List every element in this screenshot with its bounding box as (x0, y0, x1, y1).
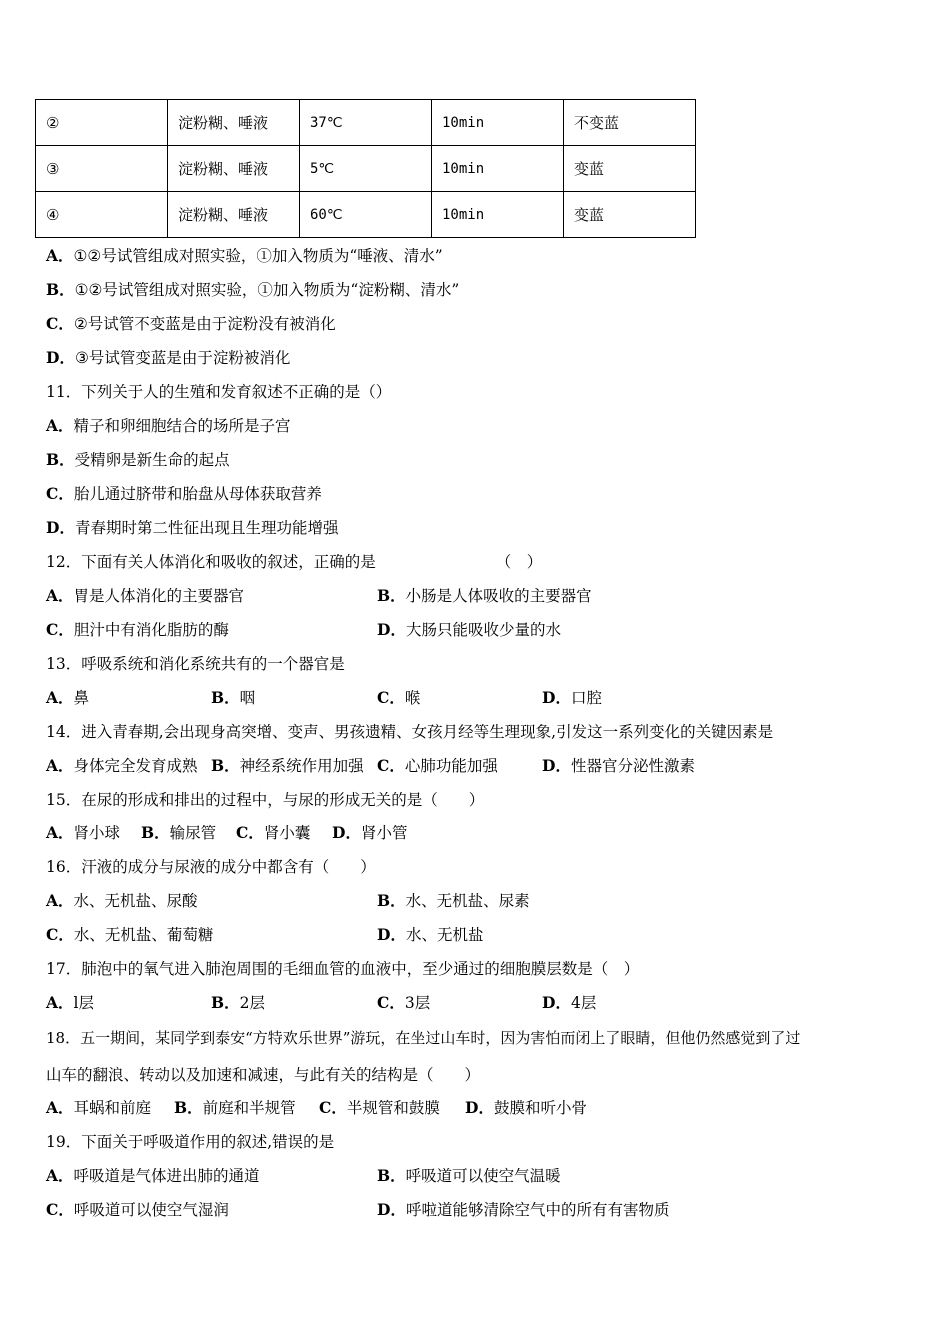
time-cell: 10min (432, 146, 564, 192)
q11-option-a[interactable]: A．精子和卵细胞结合的场所是子宫 (46, 416, 291, 435)
material-cell: 淀粉糊、唾液 (168, 192, 300, 238)
tube-id-cell: ③ (36, 146, 168, 192)
q17-stem: 17．肺泡中的氧气进入肺泡周围的毛细血管的血液中，至少通过的细胞膜层数是（ ） (46, 960, 640, 978)
q13-option-a[interactable]: A．鼻 (46, 688, 90, 707)
q18-option-a[interactable]: A．耳蜗和前庭 (46, 1098, 152, 1117)
q12-stem: 12．下面有关人体消化和吸收的叙述，正确的是 （ ） (46, 553, 543, 571)
q17-option-a[interactable]: A．l层 (46, 993, 94, 1012)
q18-option-d[interactable]: D．鼓膜和听小骨 (465, 1098, 587, 1117)
q18-option-b[interactable]: B．前庭和半规管 (174, 1098, 296, 1117)
q19-option-d[interactable]: D．呼啦道能够清除空气中的所有有害物质 (377, 1200, 670, 1219)
q16-option-a[interactable]: A．水、无机盐、尿酸 (46, 891, 198, 910)
q13-option-c[interactable]: C．喉 (377, 688, 421, 707)
q16-option-c[interactable]: C．水、无机盐、葡萄糖 (46, 925, 214, 944)
answer-paren: （ ） (495, 553, 543, 571)
q19-option-a[interactable]: A．呼吸道是气体进出肺的通道 (46, 1166, 260, 1185)
temperature-cell: 60℃ (300, 192, 432, 238)
q16-option-b[interactable]: B．水、无机盐、尿素 (377, 891, 530, 910)
q10-option-a[interactable]: A．①②号试管组成对照实验，①加入物质为“唾液、清水” (46, 246, 443, 265)
q13-stem: 13．呼吸系统和消化系统共有的一个器官是 (46, 655, 345, 673)
q12-option-b[interactable]: B．小肠是人体吸收的主要器官 (377, 586, 592, 605)
temperature-cell: 37℃ (300, 100, 432, 146)
q14-stem: 14．进入青春期,会出现身高突增、变声、男孩遗精、女孩月经等生理现象,引发这一系列变化的关键因素是 (46, 723, 774, 741)
time-cell: 10min (432, 192, 564, 238)
q15-option-d[interactable]: D．肾小管 (332, 823, 408, 842)
tube-id-cell: ② (36, 100, 168, 146)
q14-option-d[interactable]: D．性器官分泌性激素 (542, 756, 695, 775)
q18-stem-line1: 18．五一期间，某同学到泰安“方特欢乐世界”游玩，在坐过山车时，因为害怕而闭上了眼睛，但他仍然感觉到了过 (46, 1029, 801, 1047)
q11-option-d[interactable]: D．青春期时第二性征出现且生理功能增强 (46, 518, 339, 537)
q12-option-c[interactable]: C．胆汁中有消化脂肪的酶 (46, 620, 229, 639)
q11-stem: 11．下列关于人的生殖和发育叙述不正确的是（） (46, 383, 392, 401)
q12-option-a[interactable]: A．胃是人体消化的主要器官 (46, 586, 245, 605)
time-cell: 10min (432, 100, 564, 146)
q18-option-c[interactable]: C．半规管和鼓膜 (319, 1098, 440, 1117)
result-cell: 变蓝 (564, 146, 696, 192)
q13-option-b[interactable]: B．咽 (211, 688, 256, 707)
q15-option-a[interactable]: A．肾小球 (46, 823, 121, 842)
material-cell: 淀粉糊、唾液 (168, 146, 300, 192)
material-cell: 淀粉糊、唾液 (168, 100, 300, 146)
q19-option-c[interactable]: C．呼吸道可以使空气湿润 (46, 1200, 229, 1219)
q17-option-b[interactable]: B．2层 (211, 993, 265, 1012)
experiment-table (35, 99, 696, 238)
q17-option-d[interactable]: D．4层 (542, 993, 597, 1012)
q16-option-d[interactable]: D．水、无机盐 (377, 925, 484, 944)
result-cell: 变蓝 (564, 192, 696, 238)
tube-id-cell: ④ (36, 192, 168, 238)
q15-option-b[interactable]: B．输尿管 (141, 823, 217, 842)
q10-option-b[interactable]: B．①②号试管组成对照实验，①加入物质为“淀粉糊、清水” (46, 280, 460, 299)
temperature-cell: 5℃ (300, 146, 432, 192)
q15-stem: 15．在尿的形成和排出的过程中，与尿的形成无关的是（ ） (46, 791, 485, 809)
q16-stem: 16．汗液的成分与尿液的成分中都含有（ ） (46, 858, 376, 876)
q15-option-c[interactable]: C．肾小囊 (236, 823, 311, 842)
table-row (36, 192, 696, 238)
q12-option-d[interactable]: D．大肠只能吸收少量的水 (377, 620, 561, 639)
q17-option-c[interactable]: C．3层 (377, 993, 431, 1012)
q10-option-d[interactable]: D．③号试管变蓝是由于淀粉被消化 (46, 348, 291, 367)
q11-option-c[interactable]: C．胎儿通过脐带和胎盘从母体获取营养 (46, 484, 322, 503)
q10-option-c[interactable]: C．②号试管不变蓝是由于淀粉没有被消化 (46, 314, 336, 333)
q14-option-a[interactable]: A．身体完全发育成熟 (46, 756, 198, 775)
q13-option-d[interactable]: D．口腔 (542, 688, 602, 707)
table-row (36, 100, 696, 146)
q19-option-b[interactable]: B．呼吸道可以使空气温暖 (377, 1166, 561, 1185)
q11-option-b[interactable]: B．受精卵是新生命的起点 (46, 450, 230, 469)
q19-stem: 19．下面关于呼吸道作用的叙述,错误的是 (46, 1133, 335, 1151)
table-row (36, 146, 696, 192)
q14-option-c[interactable]: C．心肺功能加强 (377, 756, 498, 775)
result-cell: 不变蓝 (564, 100, 696, 146)
q18-stem-line2: 山车的翻浪、转动以及加速和减速，与此有关的结构是（ ） (46, 1066, 481, 1084)
q14-option-b[interactable]: B．神经系统作用加强 (211, 756, 364, 775)
